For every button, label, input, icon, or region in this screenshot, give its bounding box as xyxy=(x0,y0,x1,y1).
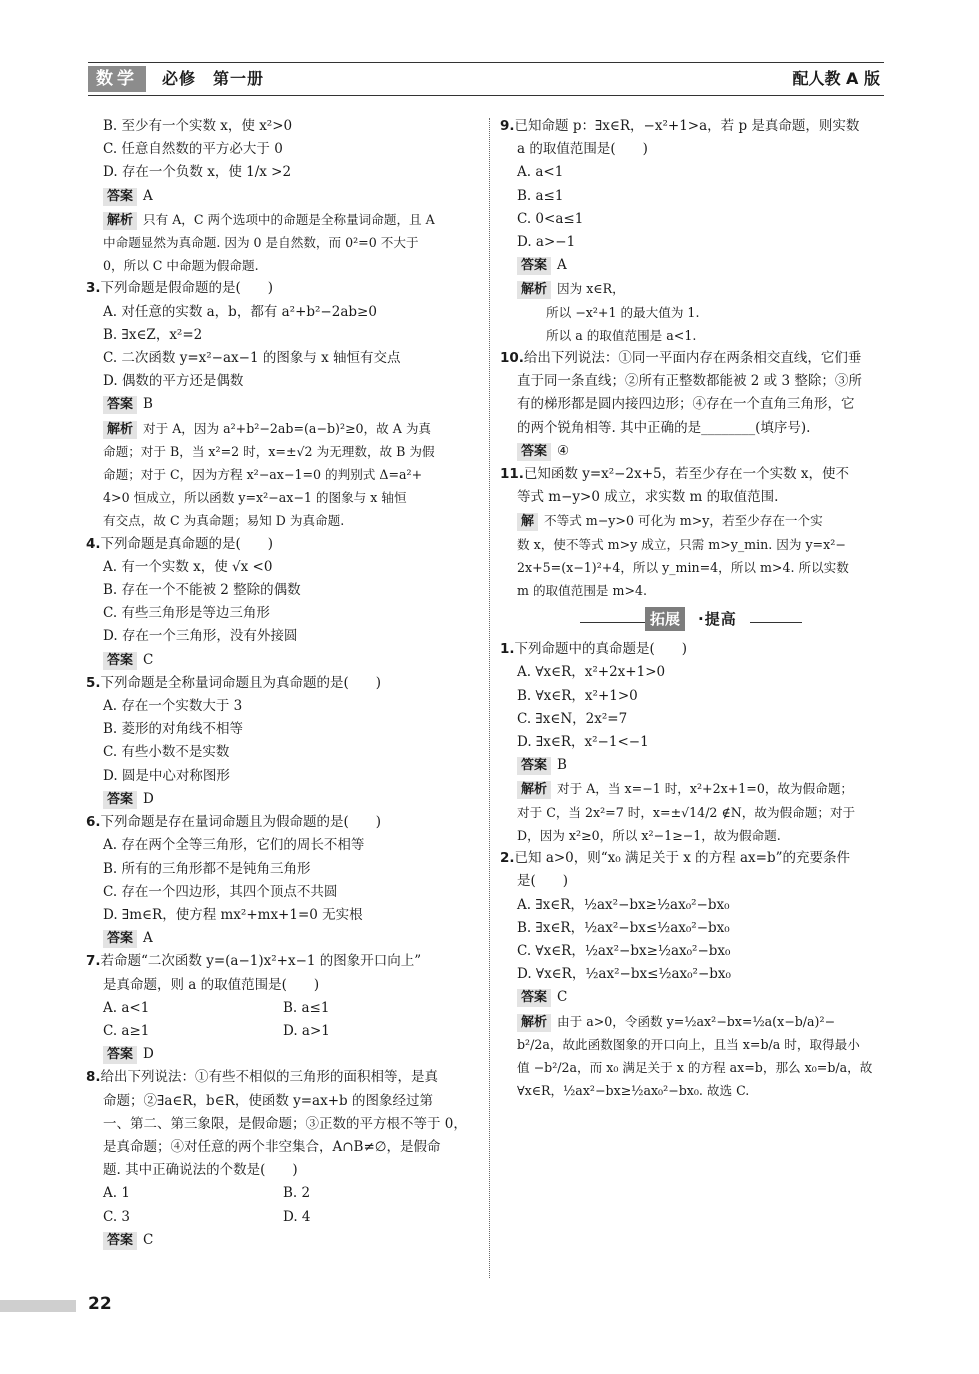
text-line xyxy=(86,602,480,625)
answer-line xyxy=(500,509,892,532)
question-line xyxy=(86,672,480,695)
line-text: 已知函数 y=x²−2x+5，若至少存在一个实数 x，使不 xyxy=(523,466,849,483)
text-line xyxy=(500,533,892,556)
edition-label: 配人教 A 版 xyxy=(792,69,880,88)
answer-tag: 答案 xyxy=(103,1046,137,1064)
answer-tag: 解析 xyxy=(517,1014,551,1032)
line-text: 不等式 m−y>0 可化为 m>y，若至少存在一个实 xyxy=(544,513,823,529)
option-text: C. a≥1 xyxy=(103,1022,150,1039)
line-text: 给出下列说法：①同一平面内存在两条相交直线，它们垂 xyxy=(523,350,862,367)
text-line xyxy=(86,1159,480,1182)
question-number: 10. xyxy=(500,350,524,367)
answer-line xyxy=(500,277,892,300)
question-line xyxy=(86,277,480,300)
line-text: 下列命题是真命题的是( ) xyxy=(100,535,274,552)
text-line xyxy=(86,881,480,904)
line-text: 0，所以 C 中命题为假命题. xyxy=(103,258,259,274)
question-line xyxy=(500,115,892,138)
line-text: A xyxy=(143,930,153,947)
line-text: D. 存在一个三角形，没有外接圆 xyxy=(103,628,298,645)
line-text: B. a≤1 xyxy=(517,187,564,204)
answer-tag: 答案 xyxy=(103,188,137,206)
line-text: A. 存在两个全等三角形，它们的周长不相等 xyxy=(103,837,365,854)
line-text: A xyxy=(557,257,567,274)
line-text: ④ xyxy=(557,442,570,459)
option-pair xyxy=(86,1182,480,1205)
option-pair xyxy=(86,1020,480,1043)
text-line xyxy=(500,231,892,254)
line-text: m 的取值范围是 m>4. xyxy=(517,583,648,599)
option-text: D. 4 xyxy=(283,1208,311,1225)
line-text: 的两个锐角相等. 其中正确的是________(填序号). xyxy=(517,419,811,436)
line-text: 题. 其中正确说法的个数是( ) xyxy=(103,1162,298,1179)
text-line xyxy=(500,393,892,416)
extension-rule-left xyxy=(580,622,645,623)
answer-line xyxy=(86,1043,480,1066)
text-line xyxy=(500,208,892,231)
question-line xyxy=(86,811,480,834)
question-number: 4. xyxy=(86,535,101,552)
line-text: C xyxy=(143,651,154,668)
question-line xyxy=(86,1066,480,1089)
question-number: 5. xyxy=(86,674,101,691)
question-number: 11. xyxy=(500,466,524,483)
answer-line xyxy=(500,986,892,1009)
line-text: 所以 −x²+1 的最大值为 1. xyxy=(546,304,700,320)
answer-line xyxy=(86,788,480,811)
line-text: 有的梯形都是圆内接四边形；④存在一个直角三角形，它 xyxy=(517,396,855,413)
line-text: 是真命题，则 a 的取值范围是( ) xyxy=(103,976,320,993)
line-text: B. 存在一个不能被 2 整除的偶数 xyxy=(103,582,301,599)
answer-tag: 答案 xyxy=(103,396,137,414)
text-line xyxy=(500,894,892,917)
line-text: D. a>−1 xyxy=(517,234,576,251)
text-line xyxy=(500,940,892,963)
line-text: 下列命题是假命题的是( ) xyxy=(100,280,274,297)
column-divider xyxy=(489,118,490,1278)
line-text: 下列命题是存在量词命题且为假命题的是( ) xyxy=(100,814,382,831)
answer-tag: 答案 xyxy=(517,757,551,775)
line-text: B. 菱形的对角线不相等 xyxy=(103,721,244,738)
text-line xyxy=(500,185,892,208)
text-line xyxy=(500,917,892,940)
text-line xyxy=(500,801,892,824)
answer-line xyxy=(86,649,480,672)
line-text: 对于 C，当 2x²=7 时，x=±√14/2 ∉N，故为假命题；对于 xyxy=(517,804,856,820)
question-number: 9. xyxy=(500,118,515,134)
text-line xyxy=(86,579,480,602)
line-text: 等式 m−y>0 成立，求实数 m 的取值范围. xyxy=(517,489,779,506)
text-line xyxy=(86,974,480,997)
text-line xyxy=(86,370,480,393)
line-text: B xyxy=(557,757,567,774)
option-text: B. 2 xyxy=(283,1185,311,1202)
text-line xyxy=(86,301,480,324)
page-header xyxy=(88,62,884,96)
text-line xyxy=(500,963,892,986)
option-text: D. a>1 xyxy=(283,1022,330,1039)
right-column xyxy=(500,115,892,1102)
question-number: 7. xyxy=(86,953,101,970)
line-text: B xyxy=(143,396,153,413)
text-line xyxy=(500,870,892,893)
line-text: B. ∃x∈Z，x²=2 xyxy=(103,326,203,343)
line-text: 中命题显然为真命题. 因为 0 是自然数，而 0²=0 不大于 xyxy=(103,235,419,251)
line-text: C. ∀x∈R，½ax²−bx≥½ax₀²−bx₀ xyxy=(517,942,731,959)
line-text: 因为 x∈R， xyxy=(557,281,625,297)
option-pair xyxy=(86,1206,480,1229)
question-number: 8. xyxy=(86,1069,101,1086)
line-text: 若命题“二次函数 y=(a−1)x²+x−1 的图象开口向上” xyxy=(100,953,422,970)
text-line xyxy=(500,1079,892,1102)
line-text: A. a<1 xyxy=(517,164,564,181)
text-line xyxy=(500,1056,892,1079)
line-text: D. 偶数的平方还是偶数 xyxy=(103,373,244,390)
line-text: b²/2a，故此函数图象的开口向上，且当 x=b/a 时，取得最小 xyxy=(517,1036,860,1052)
line-text: ∀x∈R，½ax²−bx≥½ax₀²−bx₀. 故选 C. xyxy=(517,1083,750,1099)
line-text: 值 −b²/2a，而 x₀ 满足关于 x 的方程 ax=b，那么 x₀=b/a，故 xyxy=(517,1059,873,1075)
line-text: A. ∃x∈R，½ax²−bx≥½ax₀²−bx₀ xyxy=(517,896,730,913)
line-text: 下列命题是全称量词命题且为真命题的是( ) xyxy=(100,674,382,691)
text-line xyxy=(86,463,480,486)
answer-tag: 解 xyxy=(517,513,538,531)
extension-badge: 拓展 xyxy=(645,607,685,631)
text-line xyxy=(500,1033,892,1056)
extension-subtitle: ·提高 xyxy=(698,610,737,629)
text-line xyxy=(86,115,480,138)
line-text: A. 对任意的实数 a，b，都有 a²+b²−2ab≥0 xyxy=(103,303,377,320)
line-text: A. 存在一个实数大于 3 xyxy=(103,698,243,715)
option-text: C. 3 xyxy=(103,1208,131,1225)
line-text: 命题；对于 B，当 x²=2 时，x=±√2 为无理数，故 B 为假 xyxy=(103,443,435,459)
text-line xyxy=(500,824,892,847)
text-line xyxy=(500,370,892,393)
answer-line xyxy=(86,417,480,440)
line-text: C. 0<a≤1 xyxy=(517,210,584,227)
line-text: D. 存在一个负数 x，使 1/x >2 xyxy=(103,164,292,181)
line-text: A. 有一个实数 x，使 √x <0 xyxy=(103,558,273,575)
text-line xyxy=(86,834,480,857)
text-line xyxy=(500,138,892,161)
question-number: 6. xyxy=(86,814,101,831)
extension-heading xyxy=(500,602,892,638)
left-column xyxy=(86,115,480,1252)
answer-tag: 解析 xyxy=(103,421,137,439)
text-line xyxy=(86,486,480,509)
answer-tag: 解析 xyxy=(103,212,137,230)
text-line xyxy=(86,904,480,927)
line-text: B. 所有的三角形都不是钝角三角形 xyxy=(103,860,311,877)
text-line xyxy=(500,301,892,324)
option-text: B. a≤1 xyxy=(283,999,330,1016)
text-line xyxy=(86,440,480,463)
line-text: C. 有些三角形是等边三角形 xyxy=(103,605,270,622)
text-line xyxy=(500,661,892,684)
line-text: D. ∃m∈R，使方程 mx²+mx+1=0 无实根 xyxy=(103,906,363,923)
text-line xyxy=(500,685,892,708)
answer-tag: 答案 xyxy=(103,652,137,670)
line-text: 是真命题；④对任意的两个非空集合，A∩B≠∅，是假命 xyxy=(103,1138,441,1155)
line-text: A xyxy=(143,187,153,204)
option-text: A. 1 xyxy=(103,1185,130,1202)
line-text: A. ∀x∈R，x²+2x+1>0 xyxy=(517,664,666,681)
line-text: C. 二次函数 y=x²−ax−1 的图象与 x 轴恒有交点 xyxy=(103,350,401,367)
line-text: D xyxy=(143,1046,154,1063)
text-line xyxy=(500,417,892,440)
text-line xyxy=(86,231,480,254)
answer-tag: 答案 xyxy=(517,257,551,275)
answer-tag: 解析 xyxy=(517,781,551,799)
text-line xyxy=(86,509,480,532)
question-line xyxy=(500,347,892,370)
line-text: C xyxy=(143,1231,154,1248)
line-text: C xyxy=(557,989,568,1006)
line-text: 已知命题 p：∃x∈R，−x²+1>a，若 p 是真命题，则实数 xyxy=(514,118,860,134)
answer-line xyxy=(86,393,480,416)
question-number: 1. xyxy=(500,641,515,658)
line-text: 所以 a 的取值范围是 a<1. xyxy=(546,327,697,343)
answer-line xyxy=(86,1229,480,1252)
line-text: D. ∀x∈R，½ax²−bx≤½ax₀²−bx₀ xyxy=(517,966,731,983)
question-number: 2. xyxy=(500,850,515,867)
text-line xyxy=(86,741,480,764)
answer-line xyxy=(500,754,892,777)
answer-tag: 答案 xyxy=(517,989,551,1007)
text-line xyxy=(86,858,480,881)
answer-tag: 答案 xyxy=(103,1232,137,1250)
line-text: D. ∃x∈R，x²−1<−1 xyxy=(517,734,649,751)
text-line xyxy=(86,324,480,347)
question-line xyxy=(500,463,892,486)
line-text: 给出下列说法：①有些不相似的三角形的面积相等，是真 xyxy=(100,1069,439,1086)
text-line xyxy=(500,579,892,602)
answer-line xyxy=(500,254,892,277)
line-text: C. ∃x∈N，2x²=7 xyxy=(517,710,628,727)
option-pair xyxy=(86,997,480,1020)
text-line xyxy=(500,161,892,184)
line-text: C. 任意自然数的平方必大于 0 xyxy=(103,141,283,158)
question-line xyxy=(500,847,892,870)
text-line xyxy=(86,138,480,161)
line-text: 有交点，故 C 为真命题；易知 D 为真命题. xyxy=(103,513,345,529)
extension-rule-right xyxy=(750,622,802,623)
text-line xyxy=(500,486,892,509)
subject-badge: 数学 xyxy=(88,66,146,92)
line-text: D，因为 x²≥0，所以 x²−1≥−1，故为假命题. xyxy=(517,827,781,843)
text-line xyxy=(86,625,480,648)
line-text: 已知 a>0，则“x₀ 满足关于 x 的方程 ax=b”的充要条件 xyxy=(514,850,850,867)
line-text: 由于 a>0，令函数 y=½ax²−bx=½a(x−b/a)²− xyxy=(557,1013,836,1029)
text-line xyxy=(86,718,480,741)
line-text: D. 圆是中心对称图形 xyxy=(103,767,230,784)
line-text: 命题；②∃a∈R，b∈R，使函数 y=ax+b 的图象经过第 xyxy=(103,1092,433,1109)
answer-line xyxy=(86,208,480,231)
line-text: 2x+5=(x−1)²+4，所以 y_min=4，所以 m>4. 所以实数 xyxy=(517,559,849,575)
text-line xyxy=(500,731,892,754)
line-text: 数 x，使不等式 m>y 成立，只需 m>y_min. 因为 y=x²− xyxy=(517,536,846,552)
answer-line xyxy=(86,185,480,208)
line-text: D xyxy=(143,790,154,807)
answer-line xyxy=(500,777,892,800)
question-line xyxy=(86,950,480,973)
text-line xyxy=(86,556,480,579)
book-title: 必修 第一册 xyxy=(162,69,265,88)
line-text: B. ∃x∈R，½ax²−bx≤½ax₀²−bx₀ xyxy=(517,919,730,936)
text-line xyxy=(86,1113,480,1136)
question-line xyxy=(86,533,480,556)
line-text: C. 有些小数不是实数 xyxy=(103,744,230,761)
text-line xyxy=(86,254,480,277)
line-text: a 的取值范围是( ) xyxy=(517,141,648,158)
line-text: B. 至少有一个实数 x，使 x²>0 xyxy=(103,118,293,134)
line-text: 直于同一条直线；②所有正整数都能被 2 或 3 整除；③所 xyxy=(517,373,862,390)
line-text: 4>0 恒成立，所以函数 y=x²−ax−1 的图象与 x 轴恒 xyxy=(103,490,407,506)
line-text: 命题；对于 C，因为方程 x²−ax−1=0 的判别式 Δ=a²+ xyxy=(103,467,423,483)
line-text: 是( ) xyxy=(517,873,569,890)
line-text: 下列命题中的真命题是( ) xyxy=(514,641,688,658)
line-text: 一、第二、第三象限，是假命题；③正数的平方根不等于 0， xyxy=(103,1115,467,1132)
line-text: 只有 A，C 两个选项中的命题是全称量词命题，且 A xyxy=(143,211,435,227)
line-text: 对于 A，因为 a²+b²−2ab=(a−b)²≥0，故 A 为真 xyxy=(143,420,432,436)
line-text: 对于 A，当 x=−1 时，x²+2x+1=0，故为假命题； xyxy=(557,781,854,797)
answer-line xyxy=(500,440,892,463)
text-line xyxy=(86,1136,480,1159)
answer-tag: 解析 xyxy=(517,281,551,299)
line-text: B. ∀x∈R，x²+1>0 xyxy=(517,687,638,704)
line-text: C. 存在一个四边形，其四个顶点不共圆 xyxy=(103,883,338,900)
footer-bar xyxy=(0,1300,76,1312)
option-text: A. a<1 xyxy=(103,999,150,1016)
answer-line xyxy=(500,1010,892,1033)
question-line xyxy=(500,638,892,661)
question-number: 3. xyxy=(86,280,101,297)
text-line xyxy=(500,708,892,731)
text-line xyxy=(86,1090,480,1113)
answer-line xyxy=(86,927,480,950)
text-line xyxy=(86,347,480,370)
answer-tag: 答案 xyxy=(103,791,137,809)
answer-tag: 答案 xyxy=(517,443,551,461)
answer-tag: 答案 xyxy=(103,930,137,948)
text-line xyxy=(500,324,892,347)
text-line xyxy=(500,556,892,579)
text-line xyxy=(86,765,480,788)
text-line xyxy=(86,695,480,718)
text-line xyxy=(86,161,480,184)
page-number: 22 xyxy=(88,1294,112,1314)
